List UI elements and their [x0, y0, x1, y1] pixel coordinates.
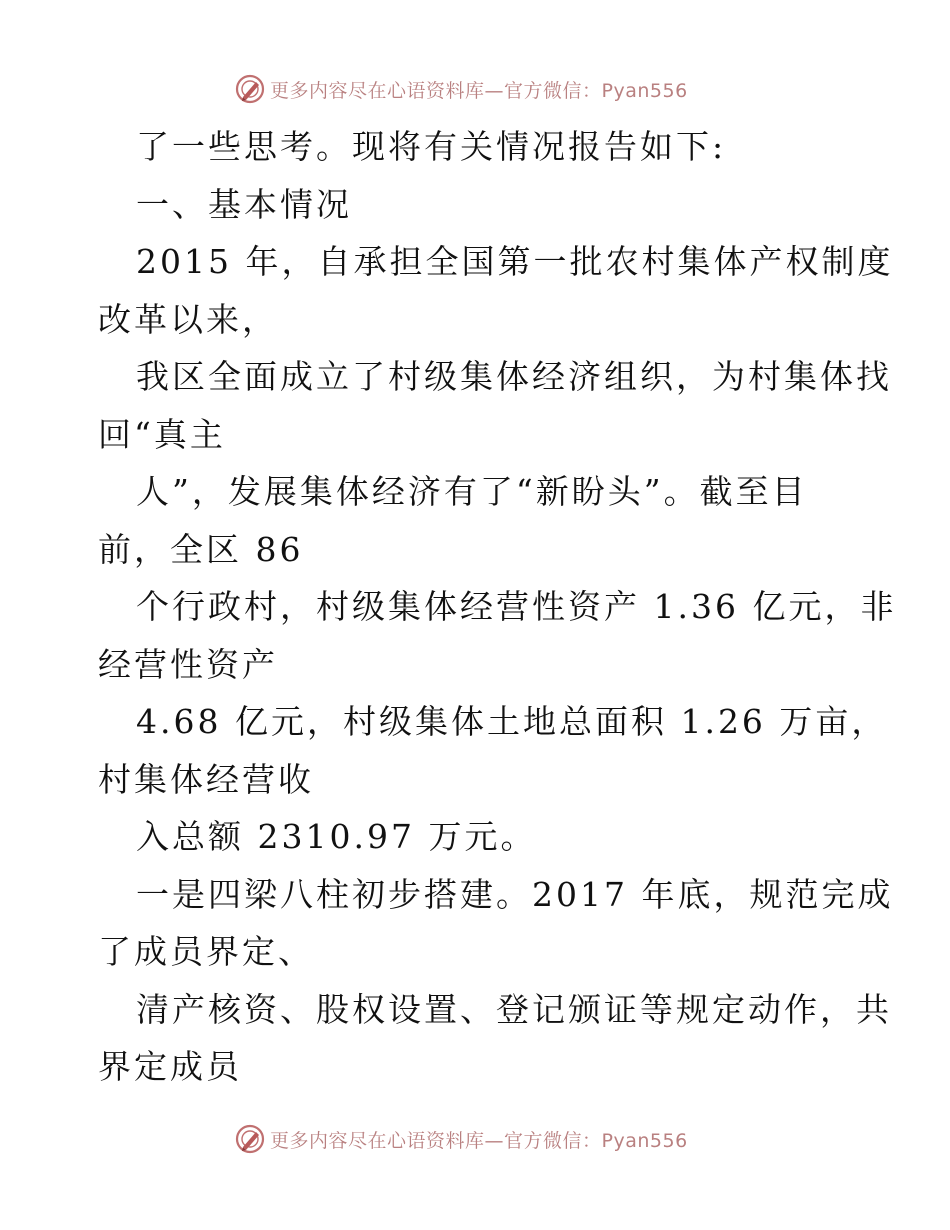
- text-line: 界定成员: [98, 1047, 242, 1086]
- header-watermark: [234, 72, 688, 106]
- text-line: 村集体经营收: [98, 759, 314, 799]
- text-line: 经营性资产: [98, 644, 278, 684]
- text-line: 入总额 2310.97 万元。: [136, 817, 537, 856]
- text-line: 2015 年，自承担全国第一批农村集体产权制度: [136, 242, 894, 281]
- section-heading: 一、基本情况: [136, 184, 352, 224]
- footer-watermark: [234, 1122, 688, 1156]
- text-line: 改革以来，: [98, 299, 278, 339]
- text-line: 我区全面成立了村级集体经济组织，为村集体找: [136, 357, 892, 396]
- document-body: [98, 118, 897, 1096]
- watermark-text: 更多内容尽在心语资料库—官方微信：Pyan556: [270, 1129, 688, 1152]
- pen-logo-icon: [234, 73, 266, 105]
- text-line: 了成员界定、: [98, 932, 314, 971]
- text-line: 了一些思考。现将有关情况报告如下:: [136, 127, 727, 166]
- text-line: 人”，发展集体经济有了“新盼头”。截至目: [136, 472, 808, 511]
- watermark-text: 更多内容尽在心语资料库—官方微信：Pyan556: [270, 79, 688, 102]
- text-line: 一是四梁八柱初步搭建。2017 年底，规范完成: [136, 874, 894, 914]
- text-line: 前，全区 86: [98, 529, 304, 569]
- text-line: 4.68 亿元，村级集体土地总面积 1.26 万亩，: [136, 702, 888, 741]
- text-line: 回“真主: [98, 414, 226, 454]
- pen-logo-icon: [234, 1123, 266, 1155]
- text-line: 清产核资、股权设置、登记颁证等规定动作，共: [136, 989, 892, 1029]
- text-line: 个行政村，村级集体经营性资产 1.36 亿元，非: [136, 587, 897, 626]
